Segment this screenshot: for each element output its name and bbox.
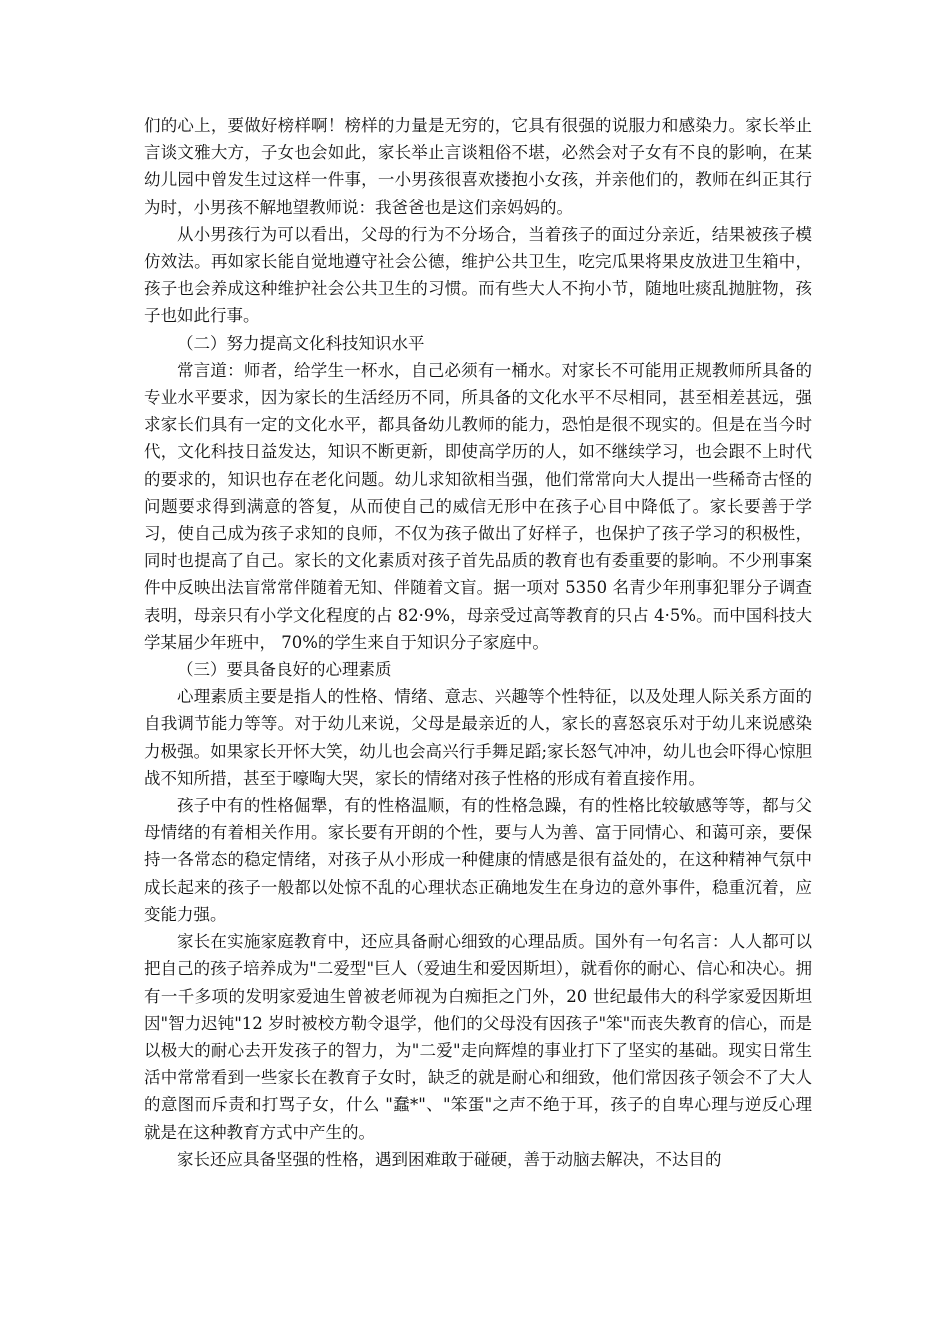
paragraph-6: 家长在实施家庭教育中，还应具备耐心细致的心理品质。国外有一句名言：人人都可以把自己的孩子培养成为"二爱型"巨人（爱迪生和爱因斯坦），就看你的耐心、信心和决心。拥有一千多项的发明家爱迪生曾被老师视为白痴拒之门外，20 世纪最伟大的科学家爱因斯坦因"智力迟钝"12 岁时被校方勒令退学，他们的父母没有因孩子"笨"而丧失教育的信心，而是以极大的耐心去开发孩子的智力，为"二爱"走向辉煌的事业打下了坚实的基础。现实日常生活中常常看到一些家长在教育子女时，缺乏的就是耐心和细致，他们常因孩子领会不了大人的意图而斥责和打骂子女，什么 "蠢*"、"笨蛋"之声不绝于耳，孩子的自卑心理与逆反心理就是在这种教育方式中产生的。 bbox=[144, 932, 812, 1142]
paragraph-2: 从小男孩行为可以看出，父母的行为不分场合，当着孩子的面过分亲近，结果被孩子模仿效法。再如家长能自觉地遵守社会公德，维护公共卫生，吃完瓜果将果皮放进卫生箱中，孩子也会养成这种维护社会公共卫生的习惯。而有些大人不拘小节，随地吐痰乱抛脏物，孩子也如此行事。 bbox=[144, 224, 812, 326]
paragraph-3: 常言道：师者，给学生一杯水，自己必须有一桶水。对家长不可能用正规教师所具备的专业水平要求，因为家长的生活经历不同，所具备的文化水平不尽相同，甚至相差甚远，强求家长们具有一定的文化水平，都具备幼儿教师的能力，恐怕是很不现实的。但是在当今时代，文化科技日益发达，知识不断更新，即使高学历的人，如不继续学习，也会跟不上时代的要求的，知识也存在老化问题。幼儿求知欲相当强，他们常常向大人提出一些稀奇古怪的问题要求得到满意的答复，从而使自己的威信无形中在孩子心目中降低了。家长要善于学习，使自己成为孩子求知的良师，不仅为孩子做出了好样子，也保护了孩子学习的积极性，同时也提高了自己。家长的文化素质对孩子首先品质的教育也有委重要的影响。不少刑事案件中反映出法盲常常伴随着无知、伴随着文盲。据一项对 5350 名青少年刑事犯罪分子调查表明，母亲只有小学文化程度的占 82·9%，母亲受过高等教育的只占 4·5%。而中国科技大学某届少年班中， 70%的学生来自于知识分子家庭中。 bbox=[144, 360, 812, 652]
document-page bbox=[144, 112, 812, 1173]
paragraph-5: 孩子中有的性格倔犟，有的性格温顺，有的性格急躁，有的性格比较敏感等等，都与父母情绪的有着相关作用。家长要有开朗的个性，要与人为善、富于同情心、和蔼可亲，要保持一各常态的稳定情绪，对孩子从小形成一种健康的情感是很有益处的，在这种精神气氛中成长起来的孩子一般都以处惊不乱的心理状态正确地发生在身边的意外事件，稳重沉着，应变能力强。 bbox=[144, 796, 812, 924]
paragraph-7: 家长还应具备坚强的性格，遇到困难敢于碰硬，善于动脑去解决，不达目的 bbox=[177, 1149, 722, 1169]
section-heading-2: （二）努力提高文化科技知识水平 bbox=[177, 333, 425, 353]
paragraph-4: 心理素质主要是指人的性格、情绪、意志、兴趣等个性特征，以及处理人际关系方面的自我调节能力等等。对于幼儿来说，父母是最亲近的人，家长的喜怒哀乐对于幼儿来说感染力极强。如果家长开怀大笑，幼儿也会高兴行手舞足蹈;家长怒气冲冲，幼儿也会吓得心惊胆战不知所措，甚至于嚎啕大哭，家长的情绪对孩子性格的形成有着直接作用。 bbox=[144, 687, 812, 788]
paragraph-1: 们的心上，要做好榜样啊！榜样的力量是无穷的，它具有很强的说服力和感染力。家长举止言谈文雅大方，子女也会如此，家长举止言谈粗俗不堪，必然会对子女有不良的影响，在某幼儿园中曾发生过这样一件事，一小男孩很喜欢搂抱小女孩，并亲他们的，教师在纠正其行为时，小男孩不解地望教师说：我爸爸也是这们亲妈妈的。 bbox=[144, 116, 812, 217]
section-heading-3: （三）要具备良好的心理素质 bbox=[177, 660, 392, 680]
